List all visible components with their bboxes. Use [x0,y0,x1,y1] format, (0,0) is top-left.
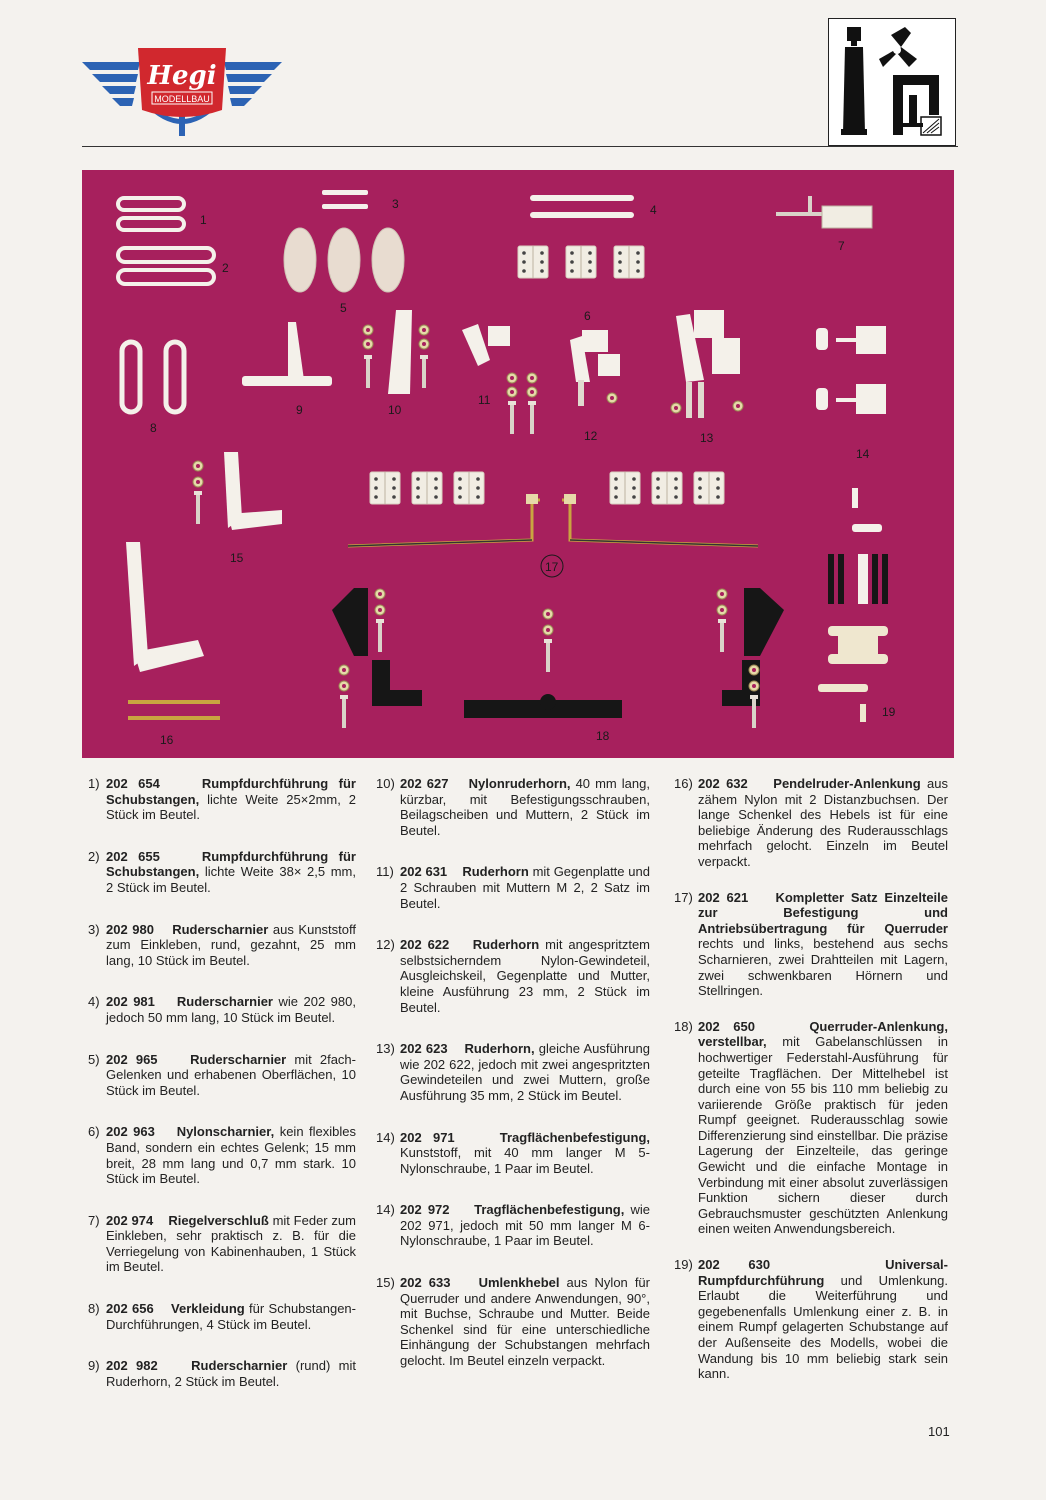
entry-text: für Schubstangen-Durchführungen, 4 Stück im Beutel. [106,1301,356,1332]
entry-text: mit 2fach-Gelenken und erhabenen Oberflächen, 10 Stück im Beutel. [106,1051,356,1098]
entry-code: 202 965 [106,1051,158,1067]
entry-code: 202 972 [400,1202,450,1218]
entry-number: 15) [376,1275,395,1291]
entry-code: 202 632 [698,776,748,791]
entry-4 [88,994,356,1025]
photo-label: 5 [340,301,347,315]
photo-label: 11 [478,393,491,407]
photo-label: 19 [882,705,896,719]
entry-text: rechts und links, bestehend aus sechs Scharnieren, zwei Drahtteilen mit Lagern, zwei schwenkbaren Hörnern und Stellringen. [698,936,948,999]
entry-code: 202 981 [106,994,155,1010]
entry-number: 9) [88,1358,100,1374]
entry-code: 202 650 [698,1018,755,1034]
entry-number: 8) [88,1301,100,1317]
entry-7 [88,1213,356,1275]
entry-14a [376,1129,650,1177]
entry-text: aus Nylon für Querruder und andere Anwendungen, 90°, mit Buchse, Schraube und Mutter. Beide Schenkel sind für eine unterschiedliche Einhängung der Schubstangen mehrfach gelocht. Im Beutel einzeln verpackt. [400,1275,650,1369]
entry-number: 11) [376,864,394,880]
entry-code: 202 631 [400,864,448,880]
entry-text: gleiche Ausführung wie 202 622, jedoch mit zwei angespritzten Gewindeteilen und zwei Muttern, große Ausführung 35 mm, 2 Stück im Beutel. [400,1041,650,1103]
entry-1 [88,776,356,823]
entry-text: aus Kunststoff zum Einkleben, rund, gezahnt, 25 mm lang, 10 Stück im Beutel. [106,921,356,968]
entry-number: 6) [88,1124,100,1140]
entry-name: Kompletter Satz Einzelteile zur Befestigung und Antriebsübertragung für Querruder [698,889,949,936]
entry-name: Umlenkhebel [478,1275,560,1291]
photo-label: 17 [545,560,559,574]
entry-number: 18) [674,1018,693,1034]
entry-code: 202 974 [106,1212,154,1228]
entry-name: Ruderhorn [472,937,540,953]
entry-13 [376,1041,650,1103]
photo-label: 1 [200,213,207,227]
entry-11 [376,864,651,911]
product-photo [82,170,954,758]
photo-label: 15 [230,551,244,565]
photo-label: 6 [584,309,591,323]
logo-word: MODELLBAU [154,94,210,104]
photo-label: 16 [160,733,174,747]
entry-name: Nylonscharnier, [176,1124,275,1140]
glue-tube-and-clamp-icon [828,18,956,146]
entry-name: Riegelverschluß [168,1212,269,1228]
entry-text: lichte Weite 38× 2,5 mm, 2 Stück im Beutel. [106,864,356,895]
entry-number: 14) [376,1129,395,1145]
entry-text: mit Gegenplatte und 2 Schrauben mit Muttern M 2, 2 Satz im Beutel. [400,864,651,911]
entry-code: 202 655 [106,848,160,864]
entry-number: 1) [88,776,100,791]
entry-number: 2) [88,848,100,864]
entry-code: 202 656 [106,1301,154,1317]
text-column-3 [674,776,949,1382]
entry-10 [376,776,650,838]
photo-label: 4 [650,203,657,217]
entry-code: 202 971 [400,1129,455,1145]
photo-label: 2 [222,261,229,275]
entry-text: mit angespritztem selbstsicherndem Nylon-Gewindeteil, Ausgleichskeil, Gegenplatte und Mutter, kleine Ausführung 23 mm, 2 Stück im Beutel. [400,937,650,1015]
entry-number: 12) [376,937,395,953]
entry-text: mit Feder zum Einkleben, sehr praktisch z. B. für die Verriegelung von Kabinenhauben, 1 Stück im Beutel. [106,1212,356,1275]
entry-18 [674,1018,948,1237]
hegi-logo [82,44,282,144]
entry-number: 17) [674,889,693,905]
entry-text: (rund) mit Ruderhorn, 2 Stück im Beutel. [106,1358,356,1389]
entry-text: und Umlenkung. Erlaubt die Weiterführung und gegebenenfalls Umlenkung einer z. B. in einem Rumpf gelagerten Schubstange auf der Außenseite des Modells, wobei die Wandung bis 10 mm beliebig stark sein kann. [698,1272,948,1382]
entry-6 [88,1124,356,1186]
entry-19 [674,1257,949,1382]
entry-text: 40 mm lang, kürzbar, mit Befestigungsschrauben, Beilagscheiben und Muttern, 2 Stück im Beutel. [400,776,650,838]
photo-label: 13 [700,431,714,445]
photo-label: 3 [392,197,399,211]
logo-script: Hegi [147,61,217,91]
entry-text: lichte Weite 25×2mm, 2 Stück im Beutel. [106,791,356,823]
entry-name: Ruderscharnier [190,1051,287,1067]
entry-number: 7) [88,1212,100,1228]
entry-text: wie 202 980, jedoch 50 mm lang, 10 Stück im Beutel. [106,994,356,1025]
entry-code: 202 654 [106,776,160,791]
entry-name: Rumpfdurchführung für Schubstangen, [106,848,356,880]
entry-3 [88,922,356,969]
entry-text: wie 202 971, jedoch mit 50 mm langer M 6-Nylonschraube, 1 Paar im Beutel. [400,1202,650,1249]
entry-code: 202 623 [400,1041,448,1057]
item-1-2-rumpfdurchfuehrung [118,198,214,284]
entry-15 [376,1275,650,1369]
entry-12 [376,937,650,1015]
page-number: 101 [928,1424,950,1439]
photo-label: 12 [584,429,598,443]
entry-16 [674,776,948,870]
entry-name: Querruder-Anlenkung, verstellbar, [698,1018,948,1050]
entry-name: Ruderscharnier [176,994,273,1010]
entry-9 [88,1358,356,1389]
photo-label: 14 [856,447,870,461]
photo-label: 18 [596,729,610,743]
entry-name: Nylonruderhorn, [468,776,571,791]
photo-label: 10 [388,403,402,417]
entry-name: Ruderscharnier [191,1358,288,1374]
entry-text: mit Gabelanschlüssen in hochwertiger Federstahl-Ausführung für geteilte Tragflächen. Der Mittelhebel ist durch eine von 55 bis 110 mm beliebig zu variierende Größe praktisch für jeden Rumpf geeignet. Ruderausschlag sowie Differenzierung sind einstellbar. Die präzise Lagerung der Einzelteile, das geringe Gewicht und die einfache Montage in Verbindung mit einer absolut zuverlässigen Funktion sichern dieser durch Gebrauchsmuster geschützten Anlenkung einen weiten Anwendungsbereich. [698,1034,948,1237]
entry-number: 10) [376,776,395,791]
entry-text: kein flexibles Band, sondern ein echtes Gelenk; 15 mm breit, 28 mm lang und 0,7 mm stark. 10 Stück im Beutel. [106,1124,356,1187]
photo-label: 8 [150,421,157,435]
entry-14b [376,1202,650,1249]
entry-name: Universal-Rumpfdurchführung [698,1257,949,1288]
header-rule [82,146,958,147]
photo-label: 9 [296,403,303,417]
entry-name: Tragflächenbefestigung, [499,1129,650,1145]
entry-code: 202 982 [106,1358,158,1374]
text-column-2 [376,776,651,1369]
entry-number: 4) [88,994,100,1010]
entry-code: 202 980 [106,921,154,937]
entry-number: 19) [674,1257,693,1273]
entry-text: Kunststoff, mit 40 mm langer M 5-Nylonschraube, 1 Paar im Beutel. [400,1145,650,1176]
entry-number: 3) [88,921,100,937]
entry-name: Rumpfdurchführung für Schubstangen, [106,776,356,807]
entry-name: Ruderhorn [462,864,529,880]
entry-code: 202 621 [698,889,749,905]
photo-label: 7 [838,239,845,253]
entry-code: 202 630 [698,1257,771,1273]
entry-2 [88,849,356,896]
entry-name: Tragflächenbefestigung, [474,1202,625,1218]
entry-code: 202 633 [400,1275,451,1291]
entry-code: 202 963 [106,1124,155,1140]
entry-5 [88,1052,356,1099]
entry-code: 202 627 [400,776,449,791]
entry-number: 16) [674,776,693,791]
text-column-1 [88,776,356,1389]
entry-code: 202 622 [400,937,450,953]
entry-name: Ruderhorn, [464,1041,535,1057]
entry-17 [674,889,949,999]
entry-name: Verkleidung [171,1301,245,1317]
entry-8 [88,1301,356,1332]
entry-number: 5) [88,1051,100,1067]
entry-text: aus zähem Nylon mit 2 Distanzbuchsen. Der lange Schenkel des Hebels ist für eine beliebige Änderung des Ruderausschlags mehrfach gelocht. Einzeln im Beutel verpackt. [698,776,948,869]
entry-name: Ruderscharnier [172,921,269,937]
entry-number: 13) [376,1041,395,1057]
entry-number: 14) [376,1202,395,1218]
entry-name: Pendelruder-Anlenkung [773,776,921,791]
